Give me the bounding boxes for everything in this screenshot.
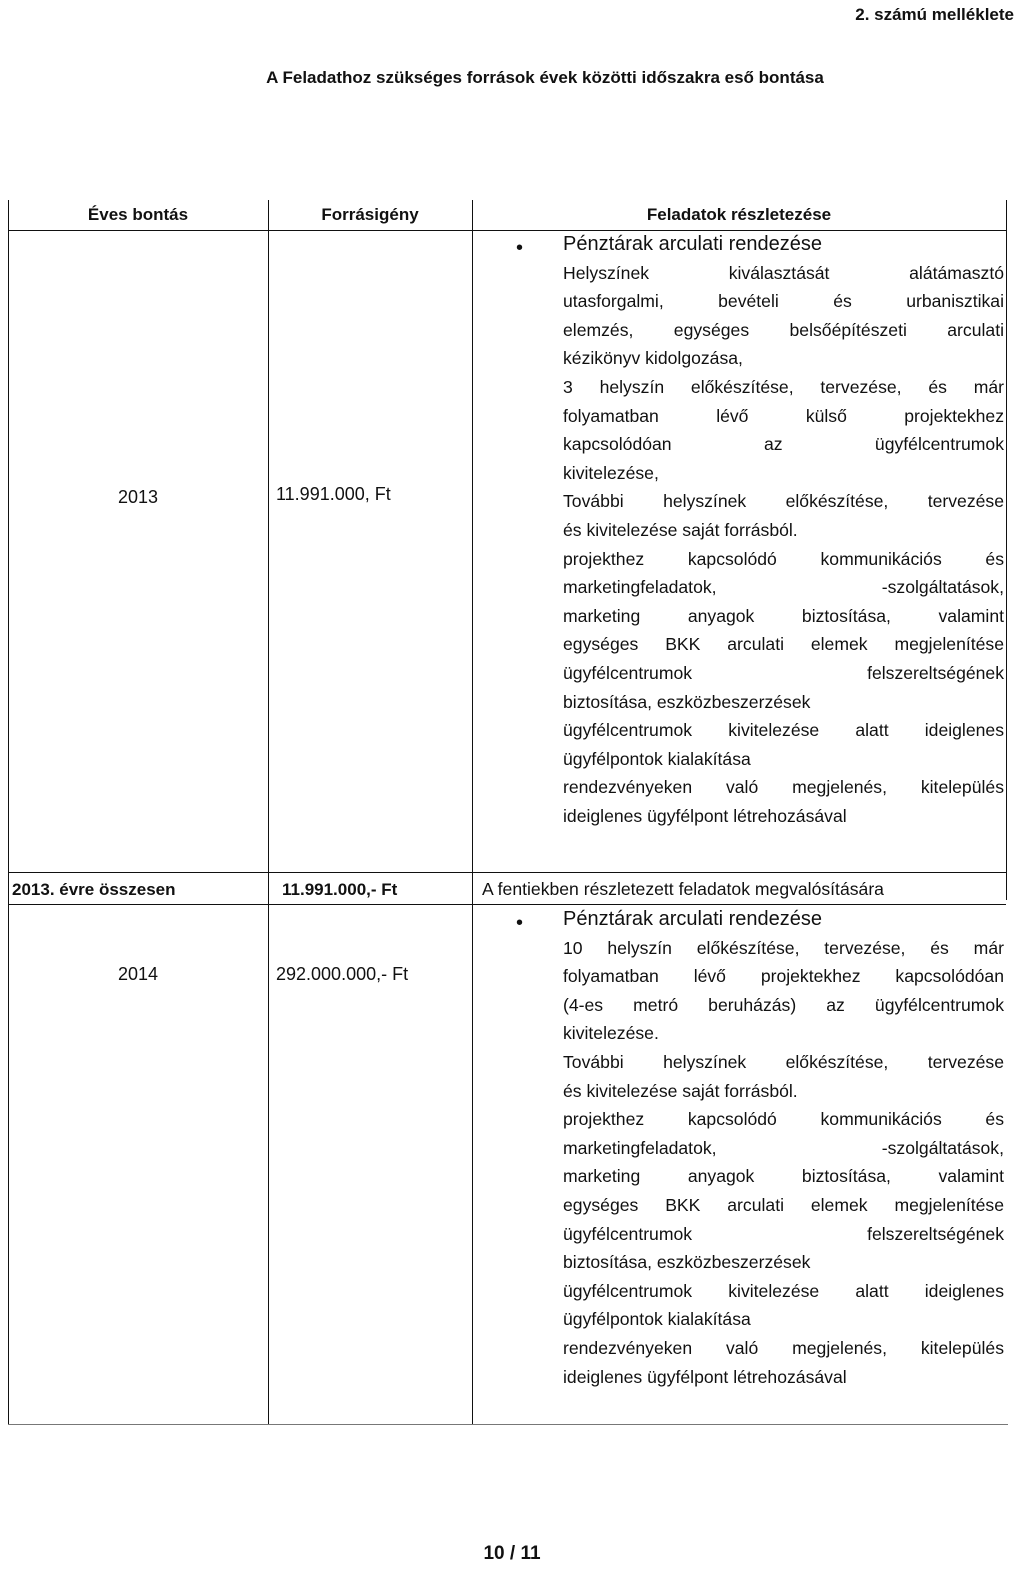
detail-line: folyamatban lévő külső projektekhez	[563, 405, 1004, 426]
detail-line: rendezvényeken való megjelenés, kitelepülés	[563, 777, 1004, 798]
detail-line: ügyfélcentrumok felszereltségének	[563, 662, 1004, 683]
bullet-icon: •	[516, 237, 524, 259]
row-2014-amount: 292.000.000,- Ft	[276, 964, 409, 984]
detail-line: biztosítása, eszközbeszerzések	[563, 691, 811, 712]
row-2013-year: 2013	[117, 487, 159, 507]
page-title: A Feladathoz szükséges források évek közötti időszakra eső bontása	[266, 68, 824, 87]
detail-line: kapcsolódóan az ügyfélcentrumok	[563, 434, 1004, 455]
table-border	[1006, 200, 1007, 900]
row-2013-amount: 11.991.000, Ft	[276, 484, 391, 504]
detail-line: ügyfélpontok kialakítása	[563, 748, 751, 769]
header-details: Feladatok részletezése	[646, 205, 832, 224]
detail-line: 3 helyszín előkészítése, tervezése, és már	[563, 376, 1004, 397]
detail-line: marketingfeladatok, -szolgáltatások,	[563, 1137, 1004, 1158]
detail-line: 10 helyszín előkészítése, tervezése, és már	[563, 937, 1004, 958]
table-border	[472, 200, 473, 1425]
row-2014-details	[563, 905, 1004, 1391]
detail-line: ideiglenes ügyfélpont létrehozásával	[563, 805, 847, 826]
header-year: Éves bontás	[87, 205, 189, 224]
row-2013-details	[563, 230, 1004, 830]
detail-line: ügyfélcentrumok kivitelezése alatt ideiglenes	[563, 1280, 1004, 1301]
bullet-title: Pénztárak arculati rendezése	[563, 233, 823, 255]
detail-line: marketing anyagok biztosítása, valamint	[563, 605, 1004, 626]
detail-line: Helyszínek kiválasztását alátámasztó	[563, 262, 1004, 283]
table-border	[8, 1424, 1008, 1425]
table-border	[268, 200, 269, 1425]
detail-line: egységes BKK arculati elemek megjelenítése	[563, 634, 1004, 655]
summary-text: A fentiekben részletezett feladatok megvalósítására	[482, 879, 884, 899]
bullet-icon: •	[516, 912, 524, 934]
detail-line: ideiglenes ügyfélpont létrehozásával	[563, 1366, 847, 1387]
detail-line: ügyfélcentrumok kivitelezése alatt ideiglenes	[563, 720, 1004, 741]
detail-line: biztosítása, eszközbeszerzések	[563, 1252, 811, 1273]
detail-line: egységes BKK arculati elemek megjelenítése	[563, 1194, 1004, 1215]
page-number: 10 / 11	[483, 1543, 541, 1564]
detail-line: projekthez kapcsolódó kommunikációs és	[563, 1109, 1004, 1130]
summary-amount: 11.991.000,- Ft	[282, 880, 398, 899]
table-border	[8, 872, 1006, 873]
detail-line: elemzés, egységes belsőépítészeti arculati	[563, 319, 1004, 340]
detail-line: marketing anyagok biztosítása, valamint	[563, 1166, 1004, 1187]
detail-line: rendezvényeken való megjelenés, kitelepülés	[563, 1337, 1004, 1358]
detail-line: marketingfeladatok, -szolgáltatások,	[563, 577, 1004, 598]
detail-line: és kivitelezése saját forrásból.	[563, 519, 798, 540]
header-amount: Forrásigény	[321, 205, 419, 224]
detail-line: ügyfélcentrumok felszereltségének	[563, 1223, 1004, 1244]
annex-label: 2. számú melléklete	[855, 5, 1014, 24]
detail-line: utasforgalmi, bevételi és urbanisztikai	[563, 291, 1004, 312]
detail-line: További helyszínek előkészítése, tervezése	[563, 491, 1004, 512]
table-border	[8, 200, 9, 1425]
detail-line: projekthez kapcsolódó kommunikációs és	[563, 548, 1004, 569]
detail-line: folyamatban lévő projektekhez kapcsolódóan	[563, 966, 1004, 987]
summary-label: 2013. évre összesen	[12, 880, 176, 899]
detail-line: További helyszínek előkészítése, tervezése	[563, 1051, 1004, 1072]
detail-line: (4-es metró beruházás) az ügyfélcentrumok	[563, 994, 1004, 1015]
detail-line: ügyfélpontok kialakítása	[563, 1309, 751, 1330]
bullet-title: Pénztárak arculati rendezése	[563, 908, 823, 930]
detail-line: és kivitelezése saját forrásból.	[563, 1080, 798, 1101]
row-2014-year: 2014	[117, 964, 159, 984]
detail-line: kivitelezése.	[563, 1023, 659, 1044]
detail-line: kivitelezése,	[563, 462, 659, 483]
detail-line: kézikönyv kidolgozása,	[563, 348, 743, 369]
